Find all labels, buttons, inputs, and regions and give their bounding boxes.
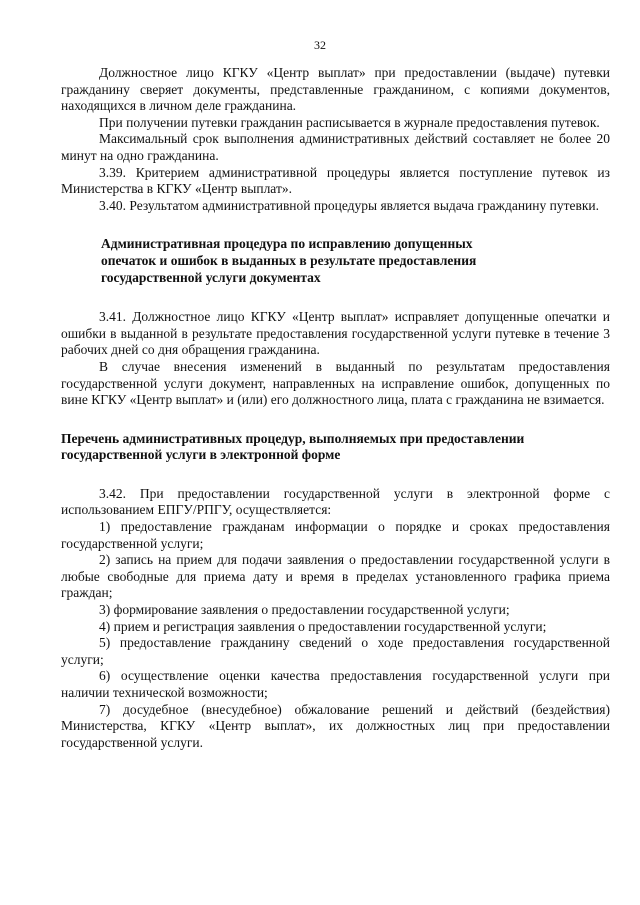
heading-line: опечаток и ошибок в выданных в результате предоставления xyxy=(101,252,477,268)
heading-line: государственной услуги в электронной форме xyxy=(61,447,341,463)
paragraph: 3.39. Критерием административной процедуры является поступление путевок из Министерства в КГКУ «Центр выплат». xyxy=(61,164,610,197)
paragraph: 3.42. При предоставлении государственной услуги в электронной форме с использованием ЕПГУ/РПГУ, осуществляется: xyxy=(61,485,610,518)
heading-line: государственной услуги документах xyxy=(101,269,321,285)
paragraph: 3.40. Результатом административной процедуры является выдача гражданину путевки. xyxy=(99,197,600,213)
paragraph: Максимальный срок выполнения административных действий составляет не более 20 минут на одно гражданина. xyxy=(61,131,610,163)
list-item: 1) предоставление гражданам информации о порядке и сроках предоставления государственной услуги; xyxy=(61,519,610,551)
paragraph: При получении путевки гражданин расписывается в журнале предоставления путевок. xyxy=(99,114,600,130)
list-item: 3) формирование заявления о предоставлении государственной услуги; xyxy=(99,602,510,618)
list-item: 7) досудебное (внесудебное) обжалование решений и действий (бездействия) Министерства, КГКУ «Центр выплат», их должностных лиц при предоставлении государственной услуги. xyxy=(61,701,610,750)
document-body xyxy=(61,65,610,751)
list-item: 5) предоставление гражданину сведений о ходе предоставления государственной услуги; xyxy=(61,635,610,667)
paragraph: 3.41. Должностное лицо КГКУ «Центр выплат» исправляет допущенные опечатки и ошибки в выданной в результате предоставления государственной услуги путевке в течение 3 рабочих дней со дня обращения гражданина. xyxy=(61,309,610,358)
heading-line: Административная процедура по исправлению допущенных xyxy=(101,236,473,252)
section-heading-electronic xyxy=(61,431,610,464)
list-item: 6) осуществление оценки качества предоставления государственной услуги при наличии технической возможности; xyxy=(61,668,610,700)
heading-line: Перечень административных процедур, выполняемых при предоставлении xyxy=(61,430,525,446)
list-item: 4) прием и регистрация заявления о предоставлении государственной услуги; xyxy=(99,618,547,634)
paragraph: Должностное лицо КГКУ «Центр выплат» при предоставлении (выдаче) путевки гражданину сверяет документы, представленные гражданином, с копиями документов, находящихся в личном деле гражданина. xyxy=(61,65,610,114)
page-number: 32 xyxy=(314,38,326,52)
paragraph: В случае внесения изменений в выданный по результатам предоставления государственной услуги документ, направленных на исправление ошибок, допущенных по вине КГКУ «Центр выплат» и (или) его должностного лица, плата с гражданина не взимается. xyxy=(61,358,610,408)
section-heading-corrections xyxy=(61,236,610,286)
list-item: 2) запись на прием для подачи заявления о предоставлении государственной услуги в любые свободные для приема дату и время в пределах установленного графика приема граждан; xyxy=(61,552,610,601)
